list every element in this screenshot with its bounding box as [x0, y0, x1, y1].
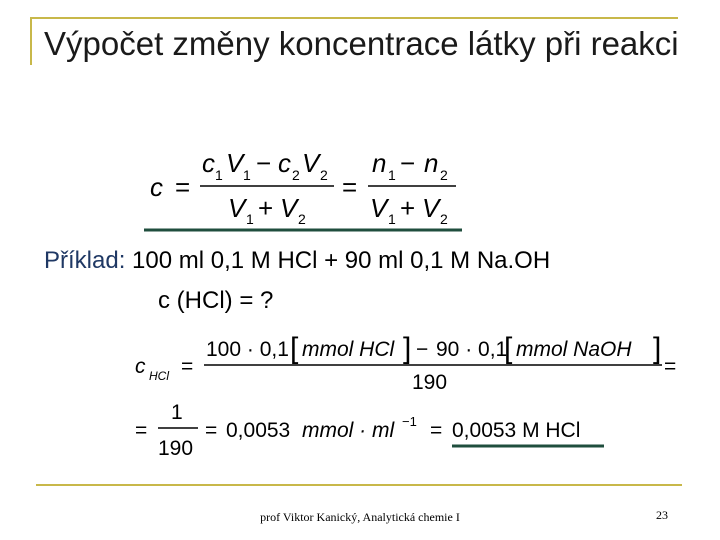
formula1-n2: n	[424, 148, 439, 178]
footer-author: prof Viktor Kanický, Analytická chemie I	[260, 510, 460, 524]
formula1-num-V1: V	[226, 148, 244, 178]
formula3-one: 1	[171, 401, 183, 424]
formula2-eq: =	[181, 355, 194, 378]
example-label: Příklad:	[44, 247, 126, 274]
formula1-den-sub2: 2	[298, 211, 306, 227]
formula1-den2-sub2: 2	[440, 211, 448, 227]
formula1-plus2: +	[400, 193, 416, 223]
formula1-eq2: =	[342, 172, 358, 202]
formula2-minus: −	[416, 338, 429, 361]
formula1-den-V1: V	[228, 193, 246, 223]
formula2-bracket-b-close: ]	[653, 332, 662, 365]
formula2-bracket-a: mmol HCl	[302, 338, 395, 361]
formula2-bracket-a-open: [	[290, 332, 299, 365]
formula1-den-V2: V	[280, 193, 298, 223]
formula3-value: 0,0053	[226, 419, 291, 442]
formula3-den: 190	[158, 437, 194, 460]
formula2-num-a: 100 · 0,1	[206, 338, 289, 361]
formula3-exp: −1	[402, 414, 417, 429]
example-question: c (HCl) = ?	[158, 287, 274, 314]
formula1-n-sub2: 2	[440, 167, 448, 183]
formula2-bracket-b-open: [	[504, 332, 513, 365]
formula3-result: 0,0053 M HCl	[452, 419, 581, 442]
formula1-num-sub2b: 2	[320, 167, 328, 183]
formula1-num-sub1b: 1	[243, 167, 251, 183]
slide-title: Výpočet změny koncentrace látky při reakci	[44, 25, 679, 62]
footer-divider	[36, 484, 682, 486]
formula1-n-sub1: 1	[388, 167, 396, 183]
formula1-plus: +	[258, 193, 274, 223]
formula1-den2-V2: V	[422, 193, 440, 223]
formula-concentration-change	[150, 148, 456, 227]
formula3-unit: mmol · ml	[302, 419, 395, 442]
formula2-bracket-b: mmol NaOH	[516, 338, 632, 361]
formula-result	[135, 401, 580, 460]
formula3-eq3: =	[430, 419, 443, 442]
formula2-c: c	[135, 355, 146, 378]
formula3-eq2: =	[205, 419, 218, 442]
formula2-trail-eq: =	[664, 355, 677, 378]
formula1-num-sub1: 1	[215, 167, 223, 183]
formula2-num-b: 90 · 0,1	[436, 338, 508, 361]
formula1-n1: n	[372, 148, 387, 178]
formula3-eq: =	[135, 419, 148, 442]
formula1-eq: =	[175, 172, 191, 202]
formula1-den-sub1: 1	[246, 211, 254, 227]
formula1-minus: −	[256, 148, 272, 178]
formula2-bracket-a-close: ]	[403, 332, 412, 365]
formula1-den2-V1: V	[370, 193, 388, 223]
formula1-lhs: c	[150, 172, 163, 202]
formula1-den2-sub1: 1	[388, 211, 396, 227]
formula1-n-minus: −	[400, 148, 416, 178]
formula2-c-sub: HCl	[149, 369, 169, 383]
page-number: 23	[656, 508, 668, 522]
formula1-num-V2: V	[302, 148, 320, 178]
formula2-den: 190	[412, 371, 448, 394]
example-text: 100 ml 0,1 M HCl + 90 ml 0,1 M Na.OH	[125, 247, 551, 274]
formula1-num-sub2: 2	[292, 167, 300, 183]
formula1-num-c1: c	[202, 148, 215, 178]
formula1-num-c2: c	[278, 148, 291, 178]
example-line	[44, 246, 550, 276]
formula-hcl-concentration	[135, 332, 676, 394]
